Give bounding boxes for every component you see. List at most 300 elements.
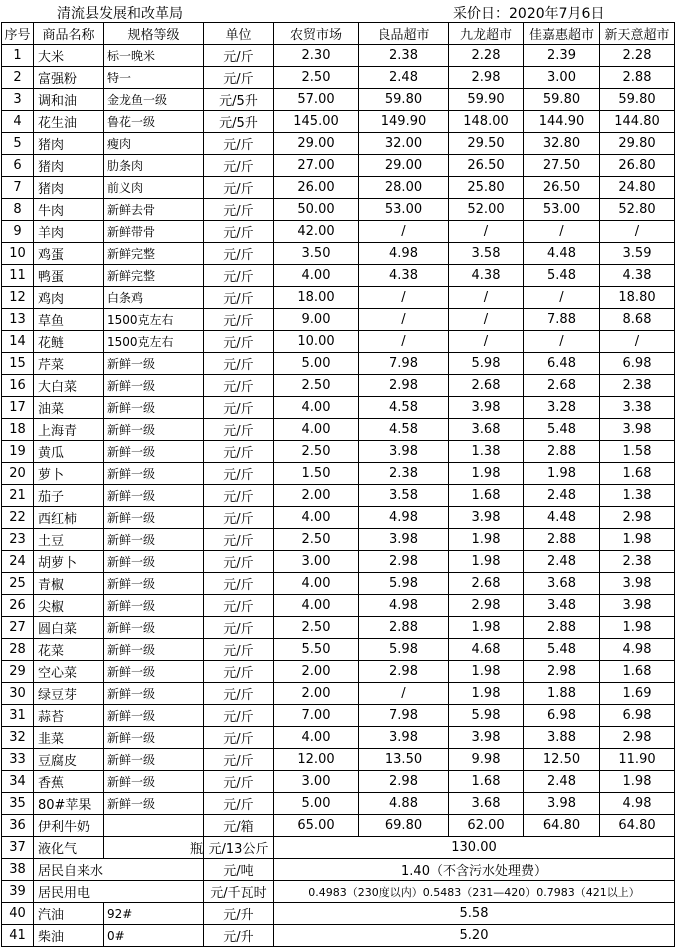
price-cell: 6.48 <box>524 353 600 375</box>
unit: 元/斤 <box>204 661 274 683</box>
product-spec: 新鲜一级 <box>104 661 204 683</box>
table-row <box>2 617 675 639</box>
price-cell: 1.68 <box>449 771 524 793</box>
product-spec: 新鲜完整 <box>104 265 204 287</box>
unit: 元/升 <box>204 925 274 947</box>
row-number: 33 <box>2 749 34 771</box>
product-name: 黄瓜 <box>34 441 104 463</box>
row-number: 12 <box>2 287 34 309</box>
price-cell: 2.30 <box>274 45 359 67</box>
product-name: 豆腐皮 <box>34 749 104 771</box>
price-cell: 4.98 <box>359 595 449 617</box>
price-cell: 59.80 <box>524 89 600 111</box>
unit: 元/斤 <box>204 463 274 485</box>
product-name: 80#苹果 <box>34 793 104 815</box>
column-header: 单位 <box>204 23 274 45</box>
price-cell: 4.00 <box>274 595 359 617</box>
price-cell: 2.88 <box>524 617 600 639</box>
price-cell: 1.98 <box>524 463 600 485</box>
row-number: 10 <box>2 243 34 265</box>
column-header: 良品超市 <box>359 23 449 45</box>
product-name: 绿豆芽 <box>34 683 104 705</box>
price-cell: 42.00 <box>274 221 359 243</box>
row-number: 29 <box>2 661 34 683</box>
unit: 元/斤 <box>204 727 274 749</box>
product-name: 柴油 <box>34 925 104 947</box>
table-row <box>2 177 675 199</box>
product-name: 青椒 <box>34 573 104 595</box>
table-row <box>2 375 675 397</box>
price-cell: 59.80 <box>359 89 449 111</box>
row-number: 20 <box>2 463 34 485</box>
unit: 元/斤 <box>204 771 274 793</box>
price-cell: / <box>449 287 524 309</box>
product-spec: 新鲜一级 <box>104 551 204 573</box>
price-cell: / <box>359 287 449 309</box>
collection-date: 采价日：2020年7月6日 <box>453 6 605 22</box>
table-row <box>2 397 675 419</box>
row-number: 30 <box>2 683 34 705</box>
price-cell: 3.98 <box>359 441 449 463</box>
product-spec: 新鲜一级 <box>104 705 204 727</box>
price-cell: 3.98 <box>600 595 675 617</box>
price-cell: 1.68 <box>600 463 675 485</box>
price-cell: 1.98 <box>449 661 524 683</box>
price-cell: 2.00 <box>274 485 359 507</box>
product-name: 空心菜 <box>34 661 104 683</box>
product-name: 茄子 <box>34 485 104 507</box>
row-number: 24 <box>2 551 34 573</box>
price-cell: 26.50 <box>524 177 600 199</box>
price-cell: 2.38 <box>359 463 449 485</box>
price-cell: 3.58 <box>449 243 524 265</box>
price-cell: 3.00 <box>274 551 359 573</box>
product-spec: 前义肉 <box>104 177 204 199</box>
price-cell: 1.98 <box>600 771 675 793</box>
product-spec: 0# <box>104 925 204 947</box>
price-cell: 2.98 <box>359 375 449 397</box>
price-cell: 64.80 <box>524 815 600 837</box>
table-row <box>2 221 675 243</box>
price-cell: 2.98 <box>600 727 675 749</box>
price-cell: 2.98 <box>359 771 449 793</box>
price-cell: 64.80 <box>600 815 675 837</box>
price-cell: 2.50 <box>274 617 359 639</box>
price-cell: 7.88 <box>524 309 600 331</box>
price-table <box>1 22 675 947</box>
price-cell: 3.98 <box>359 727 449 749</box>
unit: 元/斤 <box>204 705 274 727</box>
price-cell: 4.00 <box>274 265 359 287</box>
price-cell: 13.50 <box>359 749 449 771</box>
table-row <box>2 705 675 727</box>
price-cell: 2.48 <box>524 551 600 573</box>
unit: 元/斤 <box>204 639 274 661</box>
product-name: 胡萝卜 <box>34 551 104 573</box>
price-cell: 2.00 <box>274 683 359 705</box>
product-name: 蒜苔 <box>34 705 104 727</box>
column-header: 规格等级 <box>104 23 204 45</box>
product-spec: 新鲜一级 <box>104 463 204 485</box>
price-cell: 52.00 <box>449 199 524 221</box>
price-cell: 2.68 <box>449 573 524 595</box>
table-row <box>2 661 675 683</box>
row-number: 40 <box>2 903 34 925</box>
price-cell: 5.48 <box>524 265 600 287</box>
price-cell: 1.69 <box>600 683 675 705</box>
table-row <box>2 89 675 111</box>
price-cell: 26.80 <box>600 155 675 177</box>
product-spec: 1500克左右 <box>104 309 204 331</box>
price-cell: 18.80 <box>600 287 675 309</box>
price-cell: 24.80 <box>600 177 675 199</box>
price-cell: 69.80 <box>359 815 449 837</box>
price-cell: 5.98 <box>449 705 524 727</box>
product-name: 居民用电 <box>34 881 204 903</box>
unit: 元/斤 <box>204 617 274 639</box>
price-cell: 62.00 <box>449 815 524 837</box>
product-name: 牛肉 <box>34 199 104 221</box>
merged-price-cell: 5.20 <box>274 925 675 947</box>
column-header: 商品名称 <box>34 23 104 45</box>
price-cell: 3.68 <box>449 793 524 815</box>
product-name: 花生油 <box>34 111 104 133</box>
table-row <box>2 265 675 287</box>
unit: 元/斤 <box>204 749 274 771</box>
table-row <box>2 133 675 155</box>
product-name: 调和油 <box>34 89 104 111</box>
price-cell: 1.98 <box>449 617 524 639</box>
product-spec: 白条鸡 <box>104 287 204 309</box>
unit: 元/斤 <box>204 441 274 463</box>
product-spec: 新鲜去骨 <box>104 199 204 221</box>
product-spec: 新鲜一级 <box>104 507 204 529</box>
price-cell: 4.00 <box>274 507 359 529</box>
product-spec: 1500克左右 <box>104 331 204 353</box>
unit: 元/斤 <box>204 177 274 199</box>
product-name: 富强粉 <box>34 67 104 89</box>
table-row <box>2 793 675 815</box>
price-cell: 53.00 <box>359 199 449 221</box>
price-cell: 29.80 <box>600 133 675 155</box>
unit: 元/斤 <box>204 67 274 89</box>
price-cell: 4.38 <box>449 265 524 287</box>
product-name: 花鲢 <box>34 331 104 353</box>
table-row <box>2 155 675 177</box>
price-cell: 2.00 <box>274 661 359 683</box>
column-header: 九龙超市 <box>449 23 524 45</box>
price-cell: 27.50 <box>524 155 600 177</box>
table-row <box>2 485 675 507</box>
product-name: 羊肉 <box>34 221 104 243</box>
unit: 元/斤 <box>204 309 274 331</box>
price-cell: 9.98 <box>449 749 524 771</box>
merged-price-cell: 0.4983（230度以内）0.5483（231—420）0.7983（421以上） <box>274 881 675 903</box>
price-cell: 3.68 <box>524 573 600 595</box>
price-cell: 2.28 <box>600 45 675 67</box>
product-spec: 新鲜一级 <box>104 529 204 551</box>
product-spec: 新鲜一级 <box>104 793 204 815</box>
unit: 元/升 <box>204 903 274 925</box>
price-cell: / <box>600 221 675 243</box>
unit: 元/5升 <box>204 111 274 133</box>
price-cell: 5.48 <box>524 639 600 661</box>
price-cell: 5.50 <box>274 639 359 661</box>
row-number: 7 <box>2 177 34 199</box>
price-cell: 4.48 <box>524 243 600 265</box>
unit: 元/13公斤 <box>204 837 274 859</box>
table-row <box>2 199 675 221</box>
unit: 元/斤 <box>204 375 274 397</box>
product-name: 花菜 <box>34 639 104 661</box>
price-cell: 12.00 <box>274 749 359 771</box>
product-name: 油菜 <box>34 397 104 419</box>
unit: 元/斤 <box>204 529 274 551</box>
column-header: 新天意超市 <box>600 23 675 45</box>
product-spec: 标一晚米 <box>104 45 204 67</box>
price-cell: 1.38 <box>449 441 524 463</box>
price-cell: 5.98 <box>359 639 449 661</box>
price-cell: 148.00 <box>449 111 524 133</box>
row-number: 36 <box>2 815 34 837</box>
product-spec: 新鲜一级 <box>104 727 204 749</box>
product-spec: 新鲜完整 <box>104 243 204 265</box>
unit: 元/斤 <box>204 507 274 529</box>
table-row <box>2 727 675 749</box>
price-cell: 4.00 <box>274 397 359 419</box>
product-name: 土豆 <box>34 529 104 551</box>
price-cell: 1.68 <box>600 661 675 683</box>
product-spec: 瓶 <box>104 837 204 859</box>
price-cell: 4.00 <box>274 727 359 749</box>
price-cell: 3.00 <box>524 67 600 89</box>
price-cell: 2.28 <box>449 45 524 67</box>
merged-price-cell: 5.58 <box>274 903 675 925</box>
table-row <box>2 573 675 595</box>
product-name: 伊利牛奶 <box>34 815 104 837</box>
price-cell: 7.00 <box>274 705 359 727</box>
unit: 元/斤 <box>204 45 274 67</box>
price-cell: 3.98 <box>449 397 524 419</box>
report-header <box>0 0 675 22</box>
price-cell: / <box>359 221 449 243</box>
price-cell: 2.48 <box>524 485 600 507</box>
price-cell: 3.98 <box>449 507 524 529</box>
row-number: 37 <box>2 837 34 859</box>
unit: 元/斤 <box>204 353 274 375</box>
table-row <box>2 441 675 463</box>
table-row <box>2 551 675 573</box>
price-cell: / <box>524 221 600 243</box>
price-cell: 1.98 <box>449 463 524 485</box>
unit: 元/斤 <box>204 199 274 221</box>
product-name: 鸡蛋 <box>34 243 104 265</box>
row-number: 4 <box>2 111 34 133</box>
unit: 元/斤 <box>204 243 274 265</box>
price-cell: 3.58 <box>359 485 449 507</box>
product-spec: 特一 <box>104 67 204 89</box>
price-cell: 3.48 <box>524 595 600 617</box>
row-number: 27 <box>2 617 34 639</box>
product-name: 草鱼 <box>34 309 104 331</box>
product-spec: 新鲜一级 <box>104 353 204 375</box>
price-cell: 59.80 <box>600 89 675 111</box>
table-header-row <box>2 23 675 45</box>
table-row <box>2 881 675 903</box>
row-number: 39 <box>2 881 34 903</box>
price-cell: 9.00 <box>274 309 359 331</box>
price-cell: 1.98 <box>600 529 675 551</box>
unit: 元/斤 <box>204 221 274 243</box>
price-cell: 6.98 <box>600 705 675 727</box>
price-cell: 4.00 <box>274 573 359 595</box>
unit: 元/斤 <box>204 485 274 507</box>
price-cell: 2.88 <box>359 617 449 639</box>
price-cell: 2.88 <box>524 529 600 551</box>
price-cell: 1.88 <box>524 683 600 705</box>
row-number: 18 <box>2 419 34 441</box>
price-cell: 7.98 <box>359 353 449 375</box>
price-cell: 2.98 <box>524 661 600 683</box>
price-cell: 4.68 <box>449 639 524 661</box>
unit: 元/吨 <box>204 859 274 881</box>
price-cell: 5.00 <box>274 793 359 815</box>
table-row <box>2 111 675 133</box>
price-cell: 11.90 <box>600 749 675 771</box>
price-cell: 145.00 <box>274 111 359 133</box>
unit: 元/斤 <box>204 419 274 441</box>
price-cell: 2.38 <box>600 375 675 397</box>
price-cell: 2.38 <box>359 45 449 67</box>
table-row <box>2 529 675 551</box>
price-cell: 3.88 <box>524 727 600 749</box>
unit: 元/千瓦时 <box>204 881 274 903</box>
price-cell: 29.00 <box>359 155 449 177</box>
price-cell: / <box>449 221 524 243</box>
table-row <box>2 683 675 705</box>
column-header: 序号 <box>2 23 34 45</box>
price-cell: 4.58 <box>359 397 449 419</box>
price-cell: 4.98 <box>359 243 449 265</box>
table-row <box>2 749 675 771</box>
price-cell: 3.98 <box>449 727 524 749</box>
price-cell: 2.68 <box>449 375 524 397</box>
product-spec: 新鲜一级 <box>104 595 204 617</box>
price-cell: 3.68 <box>449 419 524 441</box>
price-cell: 52.80 <box>600 199 675 221</box>
agency-name: 清流县发展和改革局 <box>57 6 183 22</box>
price-cell: 26.50 <box>449 155 524 177</box>
row-number: 35 <box>2 793 34 815</box>
price-cell: 59.90 <box>449 89 524 111</box>
product-spec: 新鲜一级 <box>104 485 204 507</box>
table-row <box>2 837 675 859</box>
price-cell: / <box>359 683 449 705</box>
price-cell: 5.98 <box>359 573 449 595</box>
price-cell: 5.98 <box>449 353 524 375</box>
merged-price-cell: 1.40（不含污水处理费） <box>274 859 675 881</box>
price-cell: 32.00 <box>359 133 449 155</box>
price-cell: 4.98 <box>359 507 449 529</box>
table-row <box>2 45 675 67</box>
price-cell: 2.98 <box>600 507 675 529</box>
product-spec: 新鲜一级 <box>104 771 204 793</box>
table-row <box>2 771 675 793</box>
table-row <box>2 595 675 617</box>
row-number: 17 <box>2 397 34 419</box>
product-name: 居民自来水 <box>34 859 204 881</box>
product-spec: 金龙鱼一级 <box>104 89 204 111</box>
price-cell: 1.98 <box>449 529 524 551</box>
row-number: 9 <box>2 221 34 243</box>
price-cell: 5.48 <box>524 419 600 441</box>
row-number: 32 <box>2 727 34 749</box>
row-number: 19 <box>2 441 34 463</box>
price-cell: 26.00 <box>274 177 359 199</box>
price-cell: 2.50 <box>274 529 359 551</box>
price-cell: 18.00 <box>274 287 359 309</box>
table-row <box>2 331 675 353</box>
price-cell: 10.00 <box>274 331 359 353</box>
price-cell: 3.28 <box>524 397 600 419</box>
table-row <box>2 309 675 331</box>
price-cell: 3.98 <box>524 793 600 815</box>
unit: 元/斤 <box>204 287 274 309</box>
table-row <box>2 353 675 375</box>
price-cell: 2.88 <box>600 67 675 89</box>
price-cell: 4.98 <box>600 639 675 661</box>
price-cell: 1.98 <box>449 551 524 573</box>
price-cell: 2.50 <box>274 67 359 89</box>
price-cell: / <box>359 309 449 331</box>
product-name: 大米 <box>34 45 104 67</box>
table-row <box>2 859 675 881</box>
price-cell: 3.38 <box>600 397 675 419</box>
product-spec <box>104 815 204 837</box>
price-cell: 2.98 <box>359 661 449 683</box>
unit: 元/斤 <box>204 331 274 353</box>
price-cell: / <box>449 331 524 353</box>
product-spec: 新鲜一级 <box>104 375 204 397</box>
price-cell: 2.98 <box>449 595 524 617</box>
price-cell: 8.68 <box>600 309 675 331</box>
unit: 元/斤 <box>204 573 274 595</box>
row-number: 16 <box>2 375 34 397</box>
product-spec: 新鲜一级 <box>104 639 204 661</box>
unit: 元/5升 <box>204 89 274 111</box>
price-cell: 53.00 <box>524 199 600 221</box>
product-name: 猪肉 <box>34 155 104 177</box>
price-cell: 144.80 <box>600 111 675 133</box>
price-cell: / <box>524 331 600 353</box>
price-cell: 2.68 <box>524 375 600 397</box>
unit: 元/斤 <box>204 793 274 815</box>
price-cell: 2.39 <box>524 45 600 67</box>
price-cell: 29.50 <box>449 133 524 155</box>
unit: 元/斤 <box>204 595 274 617</box>
product-name: 萝卜 <box>34 463 104 485</box>
price-cell: 4.38 <box>600 265 675 287</box>
product-name: 汽油 <box>34 903 104 925</box>
product-spec: 肋条肉 <box>104 155 204 177</box>
price-cell: 3.98 <box>600 419 675 441</box>
price-cell: 4.98 <box>600 793 675 815</box>
price-cell: 3.50 <box>274 243 359 265</box>
price-cell: 28.00 <box>359 177 449 199</box>
row-number: 22 <box>2 507 34 529</box>
price-cell: 2.88 <box>524 441 600 463</box>
price-cell: 25.80 <box>449 177 524 199</box>
